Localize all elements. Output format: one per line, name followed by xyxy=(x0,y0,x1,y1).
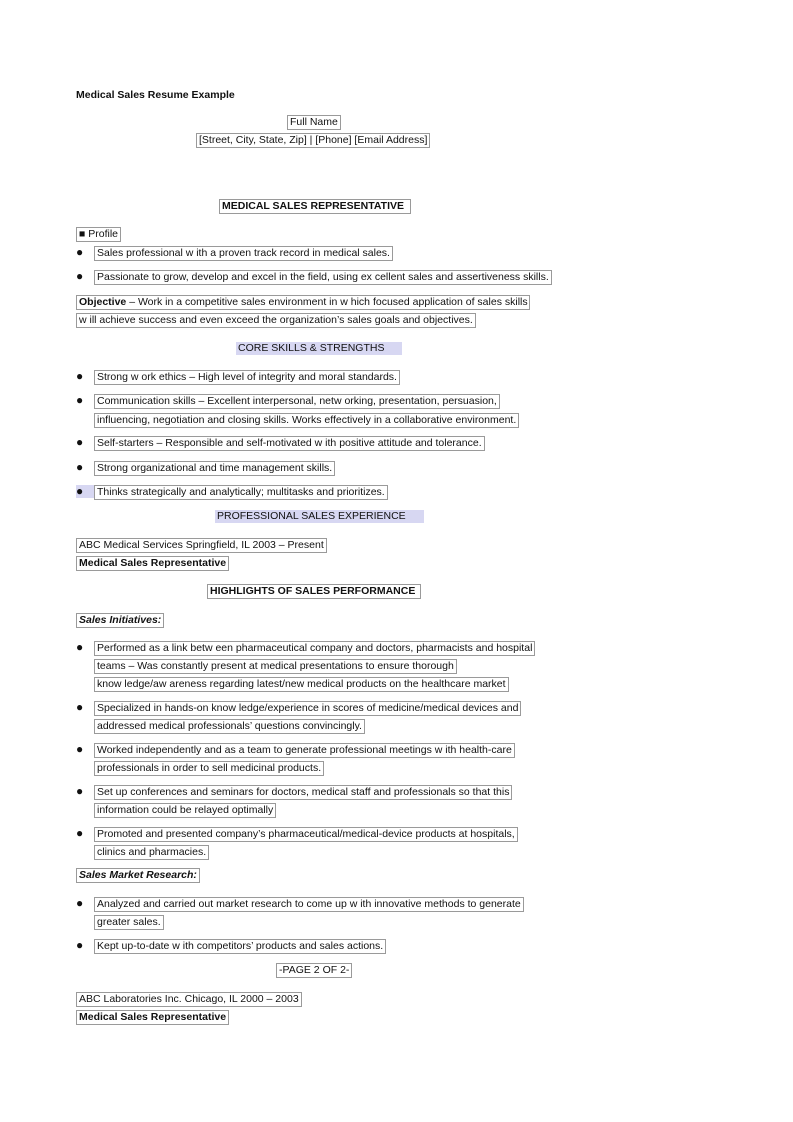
profile-item: Passionate to grow, develop and excel in the field, using ex cellent sales and assertiveness skills. xyxy=(94,270,552,285)
objective-label: Objective xyxy=(79,296,127,308)
page-marker: -PAGE 2 OF 2- xyxy=(276,963,352,978)
initiative-item: Performed as a link betw een pharmaceutical company and doctors, pharmacists and hospital xyxy=(94,641,535,656)
job-title-heading: MEDICAL SALES REPRESENTATIVE xyxy=(219,199,411,214)
document-title: Medical Sales Resume Example xyxy=(76,89,235,101)
bullet-icon: ● xyxy=(76,896,84,910)
core-skill-item-continued: influencing, negotiation and closing skills. Works effectively in a collaborative environment. xyxy=(94,413,519,428)
profile-item: Sales professional w ith a proven track record in medical sales. xyxy=(94,246,393,261)
initiative-item: Promoted and presented company’s pharmaceutical/medical-device products at hospitals, xyxy=(94,827,518,842)
initiative-item-continued: information could be relayed optimally xyxy=(94,803,276,818)
highlights-heading: HIGHLIGHTS OF SALES PERFORMANCE xyxy=(207,584,421,599)
objective-text-continued: w ill achieve success and even exceed the organization’s sales goals and objectives. xyxy=(76,313,476,328)
research-item: Kept up-to-date w ith competitors’ products and sales actions. xyxy=(94,939,386,954)
employer-line: ABC Medical Services Springfield, IL 2003 – Present xyxy=(76,538,327,553)
core-skill-item: Strong w ork ethics – High level of integrity and moral standards. xyxy=(94,370,400,385)
core-skills-heading: CORE SKILLS & STRENGTHS xyxy=(236,342,402,355)
bullet-icon: ● xyxy=(76,938,84,952)
profile-heading: ■ Profile xyxy=(76,227,121,242)
initiative-item-continued: professionals in order to sell medicinal products. xyxy=(94,761,324,776)
research-item-continued: greater sales. xyxy=(94,915,164,930)
full-name: Full Name xyxy=(287,115,341,130)
sales-market-research-heading: Sales Market Research: xyxy=(76,868,200,883)
position-title: Medical Sales Representative xyxy=(76,556,229,571)
initiative-item-continued: clinics and pharmacies. xyxy=(94,845,209,860)
bullet-icon: ● xyxy=(76,460,84,474)
bullet-icon: ● xyxy=(76,700,84,714)
bullet-icon: ● xyxy=(76,784,84,798)
experience-heading: PROFESSIONAL SALES EXPERIENCE xyxy=(215,510,424,523)
bullet-icon: ● xyxy=(76,484,84,498)
initiative-item: Set up conferences and seminars for doctors, medical staff and professionals so that this xyxy=(94,785,512,800)
bullet-icon: ● xyxy=(76,245,84,259)
position-title: Medical Sales Representative xyxy=(76,1010,229,1025)
initiative-item-continued: teams – Was constantly present at medical presentations to ensure thorough xyxy=(94,659,457,674)
bullet-icon: ● xyxy=(76,435,84,449)
core-skill-item: Self-starters – Responsible and self-motivated w ith positive attitude and tolerance. xyxy=(94,436,485,451)
research-item: Analyzed and carried out market research to come up w ith innovative methods to generate xyxy=(94,897,524,912)
bullet-icon: ● xyxy=(76,369,84,383)
objective-text: – Work in a competitive sales environment in w hich focused application of sales skills xyxy=(126,296,528,308)
objective-line xyxy=(76,295,530,310)
bullet-icon: ● xyxy=(76,742,84,756)
core-skill-item: Strong organizational and time management skills. xyxy=(94,461,335,476)
initiative-item-continued: addressed medical professionals’ questions convincingly. xyxy=(94,719,365,734)
core-skill-item: Thinks strategically and analytically; multitasks and prioritizes. xyxy=(94,485,388,500)
bullet-icon: ● xyxy=(76,269,84,283)
sales-initiatives-heading: Sales Initiatives: xyxy=(76,613,164,628)
bullet-icon: ● xyxy=(76,826,84,840)
initiative-item-continued: know ledge/aw areness regarding latest/new medical products on the healthcare market xyxy=(94,677,509,692)
employer-line: ABC Laboratories Inc. Chicago, IL 2000 – 2003 xyxy=(76,992,302,1007)
bullet-icon: ● xyxy=(76,640,84,654)
initiative-item: Worked independently and as a team to generate professional meetings w ith health-care xyxy=(94,743,515,758)
address-line: [Street, City, State, Zip] | [Phone] [Email Address] xyxy=(196,133,430,148)
initiative-item: Specialized in hands-on know ledge/experience in scores of medicine/medical devices and xyxy=(94,701,521,716)
bullet-icon: ● xyxy=(76,393,84,407)
core-skill-item: Communication skills – Excellent interpersonal, netw orking, presentation, persuasion, xyxy=(94,394,500,409)
